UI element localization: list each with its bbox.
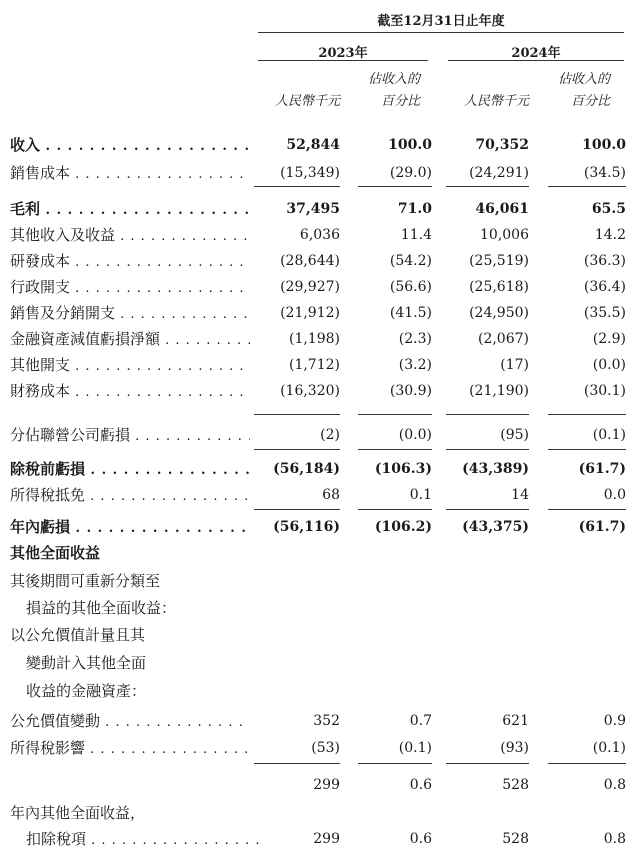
value-2023-pct: (3.2) — [398, 357, 432, 373]
value-2023-amount: 68 — [322, 487, 340, 503]
value-2024-pct: (36.4) — [583, 279, 626, 295]
value-2023-amount: (1,712) — [288, 357, 340, 373]
row-label: 收入 . . . — [10, 132, 250, 158]
row-rd-costs — [0, 248, 640, 274]
value-2024-amount: 70,352 — [475, 137, 529, 153]
value-2024-amount: (2,067) — [477, 331, 529, 347]
row-label: 分佔聯營公司虧損 . . . — [10, 422, 250, 448]
value-2023-amount: (1,198) — [288, 331, 340, 347]
value-2024-amount: 10,006 — [480, 227, 529, 243]
year-2024: 2024年 — [511, 46, 561, 61]
row-label: 所得稅影響 . . . — [10, 735, 250, 761]
col-amount-2024: 人民幣千元 — [463, 94, 529, 109]
value-2024-pct: (30.1) — [583, 383, 626, 399]
value-2023-pct: (2.3) — [398, 331, 432, 347]
subtotal-rule — [548, 449, 626, 450]
col-amount-2023: 人民幣千元 — [274, 94, 340, 109]
value-2023-pct: (0.0) — [398, 427, 432, 443]
value-2023-pct: 100.0 — [388, 137, 432, 153]
col-pct-2024-line2: 百分比 — [570, 94, 610, 109]
subtotal-rule — [358, 414, 432, 415]
value-2024-pct: 65.5 — [591, 201, 626, 217]
row-label: 研發成本 . . . — [10, 248, 250, 274]
value-2023-amount: 299 — [313, 831, 340, 847]
value-2023-pct: (30.9) — [389, 383, 432, 399]
value-2023-amount: 299 — [313, 777, 340, 793]
row-oci-heading — [0, 540, 640, 566]
year-2023: 2023年 — [318, 46, 368, 61]
value-2023-pct: 0.7 — [409, 713, 432, 729]
subtotal-rule — [548, 509, 626, 510]
subtotal-rule — [254, 414, 340, 415]
row-other-expenses — [0, 352, 640, 378]
value-2023-amount: (28,644) — [280, 253, 340, 269]
row-fvoci-line3 — [0, 678, 640, 704]
subtotal-rule — [446, 186, 529, 187]
value-2023-amount: 352 — [313, 713, 340, 729]
value-2024-pct: 0.8 — [603, 777, 626, 793]
row-share-of-associate-losses — [0, 422, 640, 448]
subtotal-rule — [254, 449, 340, 450]
value-2024-amount: (17) — [500, 357, 529, 373]
row-oci-subtotal — [0, 772, 640, 798]
value-2024-amount: 14 — [511, 487, 529, 503]
row-oci-for-year-line1 — [0, 800, 640, 826]
value-2024-pct: 14.2 — [594, 227, 626, 243]
row-admin-expenses — [0, 274, 640, 300]
value-2023-amount: (56,184) — [273, 461, 340, 477]
row-gross-profit — [0, 196, 640, 222]
row-label: 行政開支 . . . — [10, 274, 250, 300]
value-2023-pct: (0.1) — [398, 740, 432, 756]
row-income-tax-effect — [0, 735, 640, 761]
row-income-tax-credit — [0, 482, 640, 508]
value-2024-amount: (25,519) — [469, 253, 529, 269]
value-2023-amount: 6,036 — [299, 227, 340, 243]
value-2023-amount: (16,320) — [280, 383, 340, 399]
row-label: 財務成本 . . . — [10, 378, 250, 404]
col-pct-2023-line2: 百分比 — [380, 94, 420, 109]
row-impairment-losses — [0, 326, 640, 352]
row-label: 銷售成本 . . . — [10, 160, 250, 186]
value-2023-pct: 71.0 — [397, 201, 432, 217]
row-label: 其他開支 . . . — [10, 352, 250, 378]
value-2024-pct: (0.0) — [592, 357, 626, 373]
period-title: 截至12月31日止年度 — [377, 14, 505, 29]
row-revenue — [0, 132, 640, 158]
row-oci-reclass-line1 — [0, 568, 640, 594]
value-2024-pct: (61.7) — [578, 461, 626, 477]
subtotal-rule — [358, 509, 432, 510]
value-2023-amount: (56,116) — [273, 519, 340, 535]
row-label: 年內其他全面收益， — [10, 804, 146, 822]
value-2024-amount: (43,375) — [462, 519, 529, 535]
row-label: 所得稅抵免 . . . — [10, 482, 250, 508]
value-2024-pct: 100.0 — [582, 137, 626, 153]
year-2023-rule — [258, 60, 428, 61]
row-label: 公允價值變動 . . . — [10, 708, 250, 734]
subtotal-rule — [254, 509, 340, 510]
value-2023-pct: 11.4 — [400, 227, 432, 243]
row-fvoci-line2 — [0, 650, 640, 676]
value-2024-pct: 0.8 — [603, 831, 626, 847]
subtotal-rule — [254, 186, 340, 187]
row-label: 其他收入及收益 . . . — [10, 222, 250, 248]
value-2024-amount: 46,061 — [475, 201, 529, 217]
row-finance-costs — [0, 378, 640, 404]
value-2023-amount: (21,912) — [280, 305, 340, 321]
row-label: 其後期間可重新分類至 — [10, 572, 161, 590]
value-2024-amount: 528 — [502, 777, 529, 793]
value-2024-pct: (34.5) — [583, 165, 626, 181]
value-2023-pct: (41.5) — [389, 305, 432, 321]
subtotal-rule — [358, 186, 432, 187]
row-label: 金融資產減值虧損淨額 . . . — [10, 326, 250, 352]
value-2024-amount: (24,291) — [469, 165, 529, 181]
row-loss-before-tax — [0, 456, 640, 482]
value-2023-pct: 0.6 — [409, 777, 432, 793]
value-2024-amount: (25,618) — [469, 279, 529, 295]
row-label: 銷售及分銷開支 . . . — [10, 300, 250, 326]
value-2024-amount: (43,389) — [462, 461, 529, 477]
value-2023-amount: (2) — [320, 427, 340, 443]
row-fair-value-changes — [0, 708, 640, 734]
row-label: 年內虧損 . . . — [10, 514, 250, 540]
period-rule — [258, 32, 624, 33]
subtotal-rule — [548, 763, 626, 764]
value-2023-amount: (53) — [311, 740, 340, 756]
value-2024-pct: (2.9) — [592, 331, 626, 347]
value-2024-pct: (61.7) — [578, 519, 626, 535]
subtotal-rule — [446, 449, 529, 450]
value-2024-amount: (24,950) — [469, 305, 529, 321]
col-pct-2024-line1: 佔收入的 — [557, 72, 610, 87]
value-2023-amount: (29,927) — [280, 279, 340, 295]
subtotal-rule — [254, 763, 340, 764]
subtotal-rule — [548, 414, 626, 415]
value-2024-pct: (36.3) — [583, 253, 626, 269]
value-2024-amount: (93) — [500, 740, 529, 756]
value-2023-pct: (29.0) — [389, 165, 432, 181]
subtotal-rule — [446, 763, 529, 764]
row-oci-net-of-tax — [0, 826, 640, 852]
row-label: 除稅前虧損 . . . — [10, 456, 250, 482]
section-heading: 其他全面收益 — [10, 544, 101, 562]
subtotal-rule — [358, 763, 432, 764]
row-cost-of-sales — [0, 160, 640, 186]
value-2024-amount: (21,190) — [469, 383, 529, 399]
row-label: 毛利 . . . — [10, 196, 250, 222]
value-2023-pct: (56.6) — [389, 279, 432, 295]
value-2023-pct: 0.6 — [409, 831, 432, 847]
value-2023-pct: 0.1 — [409, 487, 432, 503]
value-2024-amount: 528 — [502, 831, 529, 847]
value-2023-pct: (54.2) — [389, 253, 432, 269]
value-2024-amount: 621 — [502, 713, 529, 729]
subtotal-rule — [446, 414, 529, 415]
value-2024-pct: (0.1) — [592, 427, 626, 443]
value-2023-pct: (106.3) — [374, 461, 432, 477]
row-label: 損益的其他全面收益： — [26, 599, 177, 617]
row-label: 以公允價值計量且其 — [10, 626, 146, 644]
value-2023-amount: 37,495 — [286, 201, 340, 217]
row-oci-reclass-line2 — [0, 595, 640, 621]
col-pct-2023-line1: 佔收入的 — [367, 72, 420, 87]
value-2024-amount: (95) — [500, 427, 529, 443]
row-label: 變動計入其他全面 — [26, 654, 147, 672]
subtotal-rule — [548, 186, 626, 187]
value-2024-pct: (0.1) — [592, 740, 626, 756]
value-2024-pct: (35.5) — [583, 305, 626, 321]
row-loss-for-year — [0, 514, 640, 540]
value-2023-amount: 52,844 — [286, 137, 340, 153]
value-2023-amount: (15,349) — [280, 165, 340, 181]
value-2023-pct: (106.2) — [374, 519, 432, 535]
year-2024-rule — [448, 60, 624, 61]
value-2024-pct: 0.0 — [603, 487, 626, 503]
row-fvoci-line1 — [0, 622, 640, 648]
subtotal-rule — [446, 509, 529, 510]
row-selling-expenses — [0, 300, 640, 326]
row-label: 收益的金融資產： — [26, 682, 147, 700]
subtotal-rule — [358, 449, 432, 450]
row-label: 扣除稅項 . . . — [26, 826, 266, 852]
row-other-income — [0, 222, 640, 248]
value-2024-pct: 0.9 — [603, 713, 626, 729]
